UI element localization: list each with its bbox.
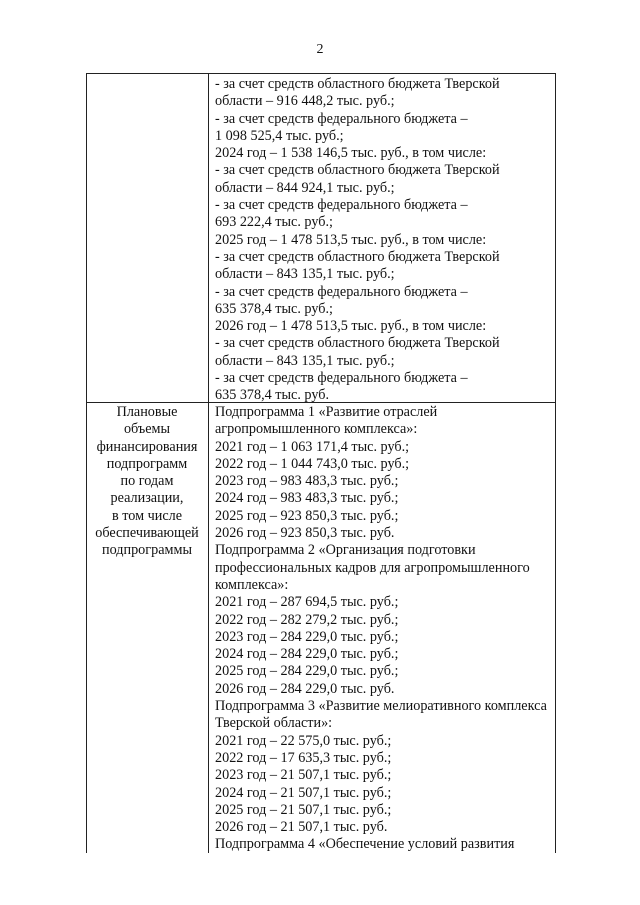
label-line: по годам (120, 473, 174, 490)
text-line: 2025 год – 21 507,1 тыс. руб.; (215, 801, 392, 818)
text-line: комплекса»: (215, 576, 289, 593)
label-line: подпрограммы (102, 542, 192, 559)
text-line: 2023 год – 983 483,3 тыс. руб.; (215, 473, 399, 490)
text-line: 2026 год – 21 507,1 тыс. руб. (215, 819, 388, 836)
text-line: - за счет средств федерального бюджета – (215, 197, 468, 214)
text-line: - за счет средств областного бюджета Тверской (215, 248, 500, 265)
text-line: 1 098 525,4 тыс. руб.; (215, 127, 344, 144)
text-line: области – 844 924,1 тыс. руб.; (215, 179, 395, 196)
text-line: Подпрограмма 3 «Развитие мелиоративного комплекса (215, 698, 547, 715)
table-cell-subprogram-financing (215, 404, 555, 854)
text-line: 693 222,4 тыс. руб.; (215, 214, 333, 231)
text-line: Подпрограмма 2 «Организация подготовки (215, 542, 476, 559)
text-line: агропромышленного комплекса»: (215, 421, 418, 438)
text-line: 2021 год – 287 694,5 тыс. руб.; (215, 594, 399, 611)
table-cell-financing-continued (215, 76, 555, 405)
table-row-label-planned-financing (86, 404, 208, 560)
text-line: 635 378,4 тыс. руб. (215, 387, 329, 404)
text-line: области – 843 135,1 тыс. руб.; (215, 266, 395, 283)
text-line: 2024 год – 21 507,1 тыс. руб.; (215, 784, 392, 801)
text-line: 2026 год – 1 478 513,5 тыс. руб., в том числе: (215, 318, 487, 335)
label-line: подпрограмм (106, 455, 188, 472)
table-column-divider (208, 73, 209, 853)
text-line: Подпрограмма 4 «Обеспечение условий развития (215, 836, 515, 853)
label-line: Плановые (116, 404, 178, 420)
text-line: 2026 год – 284 229,0 тыс. руб. (215, 680, 395, 697)
label-line: в том числе (111, 507, 182, 524)
text-line: - за счет средств областного бюджета Тверской (215, 76, 500, 92)
page-number: 2 (316, 42, 324, 57)
text-line: области – 916 448,2 тыс. руб.; (215, 93, 395, 110)
text-line: 635 378,4 тыс. руб.; (215, 300, 333, 317)
text-line: - за счет средств федерального бюджета – (215, 370, 468, 387)
label-line: финансирования (96, 438, 198, 455)
text-line: 2025 год – 923 850,3 тыс. руб.; (215, 507, 399, 524)
text-line: 2025 год – 1 478 513,5 тыс. руб., в том числе: (215, 231, 487, 248)
text-line: 2022 год – 1 044 743,0 тыс. руб.; (215, 455, 410, 472)
label-line: обеспечивающей (95, 525, 199, 542)
label-line: объемы (123, 421, 171, 438)
text-line: - за счет средств федерального бюджета – (215, 283, 468, 300)
text-line: 2024 год – 983 483,3 тыс. руб.; (215, 490, 399, 507)
text-line: 2023 год – 21 507,1 тыс. руб.; (215, 767, 392, 784)
text-line: Подпрограмма 1 «Развитие отраслей (215, 404, 438, 420)
text-line: 2021 год – 1 063 171,4 тыс. руб.; (215, 438, 410, 455)
text-line: Тверской области»: (215, 715, 333, 732)
text-line: 2024 год – 1 538 146,5 тыс. руб., в том числе: (215, 145, 487, 162)
text-line: - за счет средств областного бюджета Тверской (215, 335, 500, 352)
text-line: профессиональных кадров для агропромышленного (215, 559, 530, 576)
text-line: 2026 год – 923 850,3 тыс. руб. (215, 525, 395, 542)
text-line: 2023 год – 284 229,0 тыс. руб.; (215, 628, 399, 645)
text-line: 2024 год – 284 229,0 тыс. руб.; (215, 646, 399, 663)
text-line: 2022 год – 282 279,2 тыс. руб.; (215, 611, 399, 628)
label-line: реализации, (110, 490, 184, 507)
text-line: - за счет средств федерального бюджета – (215, 110, 468, 127)
text-line: 2025 год – 284 229,0 тыс. руб.; (215, 663, 399, 680)
text-line: области – 843 135,1 тыс. руб.; (215, 352, 395, 369)
text-line: - за счет средств областного бюджета Тверской (215, 162, 500, 179)
text-line: 2021 год – 22 575,0 тыс. руб.; (215, 732, 392, 749)
text-line: 2022 год – 17 635,3 тыс. руб.; (215, 749, 392, 766)
